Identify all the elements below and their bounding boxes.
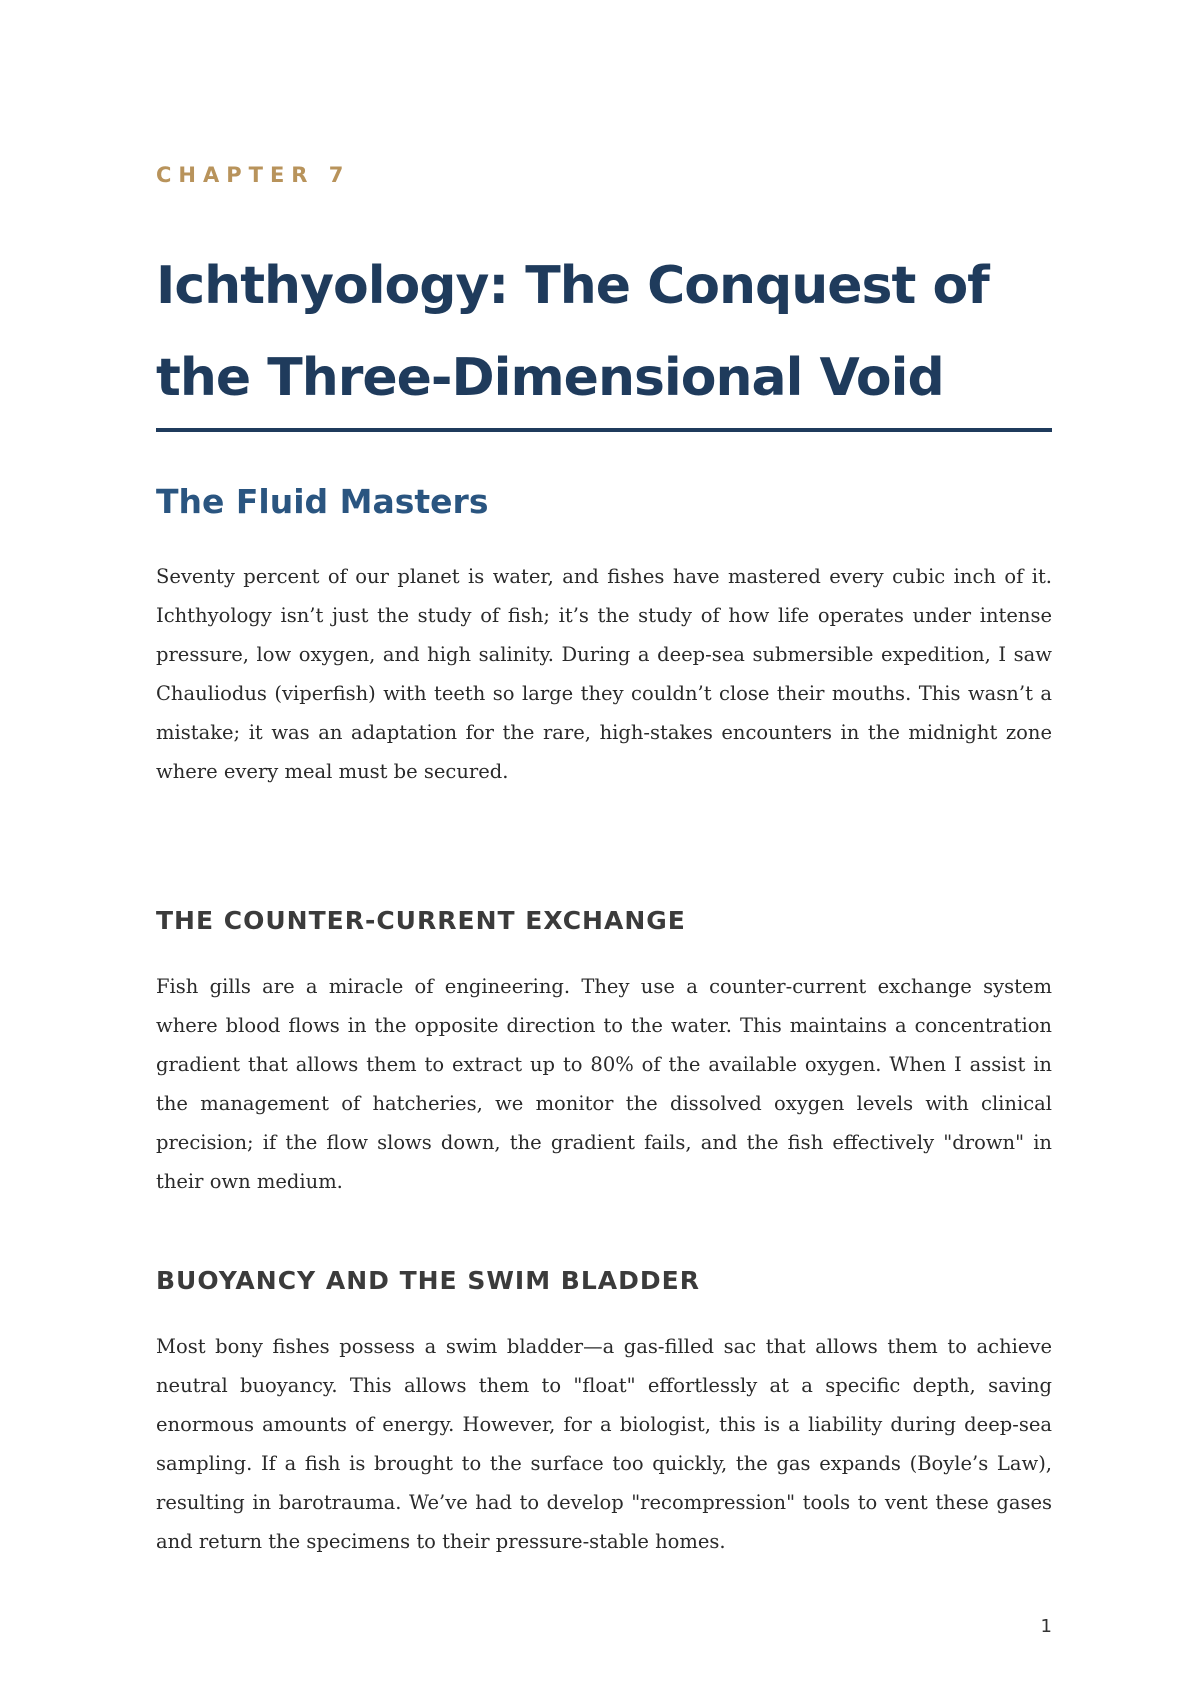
subheading-buoyancy-swim-bladder: BUOYANCY AND THE SWIM BLADDER [156, 1266, 700, 1295]
chapter-label: CHAPTER 7 [156, 163, 351, 187]
section-heading-fluid-masters: The Fluid Masters [156, 482, 489, 521]
subheading-counter-current-exchange: THE COUNTER-CURRENT EXCHANGE [156, 906, 686, 935]
paragraph-counter-current-exchange: Fish gills are a miracle of engineering. They use a counter-current exchange system where blood flows in the opposite direction to the water. This maintains a concentration gradient that allows them to extract up to 80% of the available oxygen. When I assist in the management of hatcheries, we monitor the dissolved oxygen levels with clinical precision; if the flow slows down, the gradient fails, and the fish effectively "drown" in their own medium. [156, 975, 1052, 1193]
paragraph-buoyancy-swim-bladder: Most bony fishes possess a swim bladder—a gas-filled sac that allows them to achieve neutral buoyancy. This allows them to "float" effortlessly at a specific depth, saving enormous amounts of energy. However, for a biologist, this is a liability during deep-sea sampling. If a fish is brought to the surface too quickly, the gas expands (Boyle’s Law), resulting in barotrauma. We’ve had to develop "recompression" tools to vent these gases and return the specimens to their pressure-stable homes. [156, 1335, 1052, 1553]
title-divider [156, 428, 1052, 432]
document-page [156, 0, 1052, 1696]
paragraph-fluid-masters: Seventy percent of our planet is water, and fishes have mastered every cubic inch of it. Ichthyology isn’t just the study of fish; it’s the study of how life operates under intense pressure, low oxygen, and high salinity. During a deep-sea submersible expedition, I saw Chauliodus (viperfish) with teeth so large they couldn’t close their mouths. This wasn’t a mistake; it was an adaptation for the rare, high-stakes encounters in the midnight zone where every meal must be secured. [156, 565, 1052, 783]
chapter-title: Ichthyology: The Conquest of the Three-Dimensional Void [156, 256, 989, 408]
page-number: 1 [1040, 1616, 1052, 1637]
